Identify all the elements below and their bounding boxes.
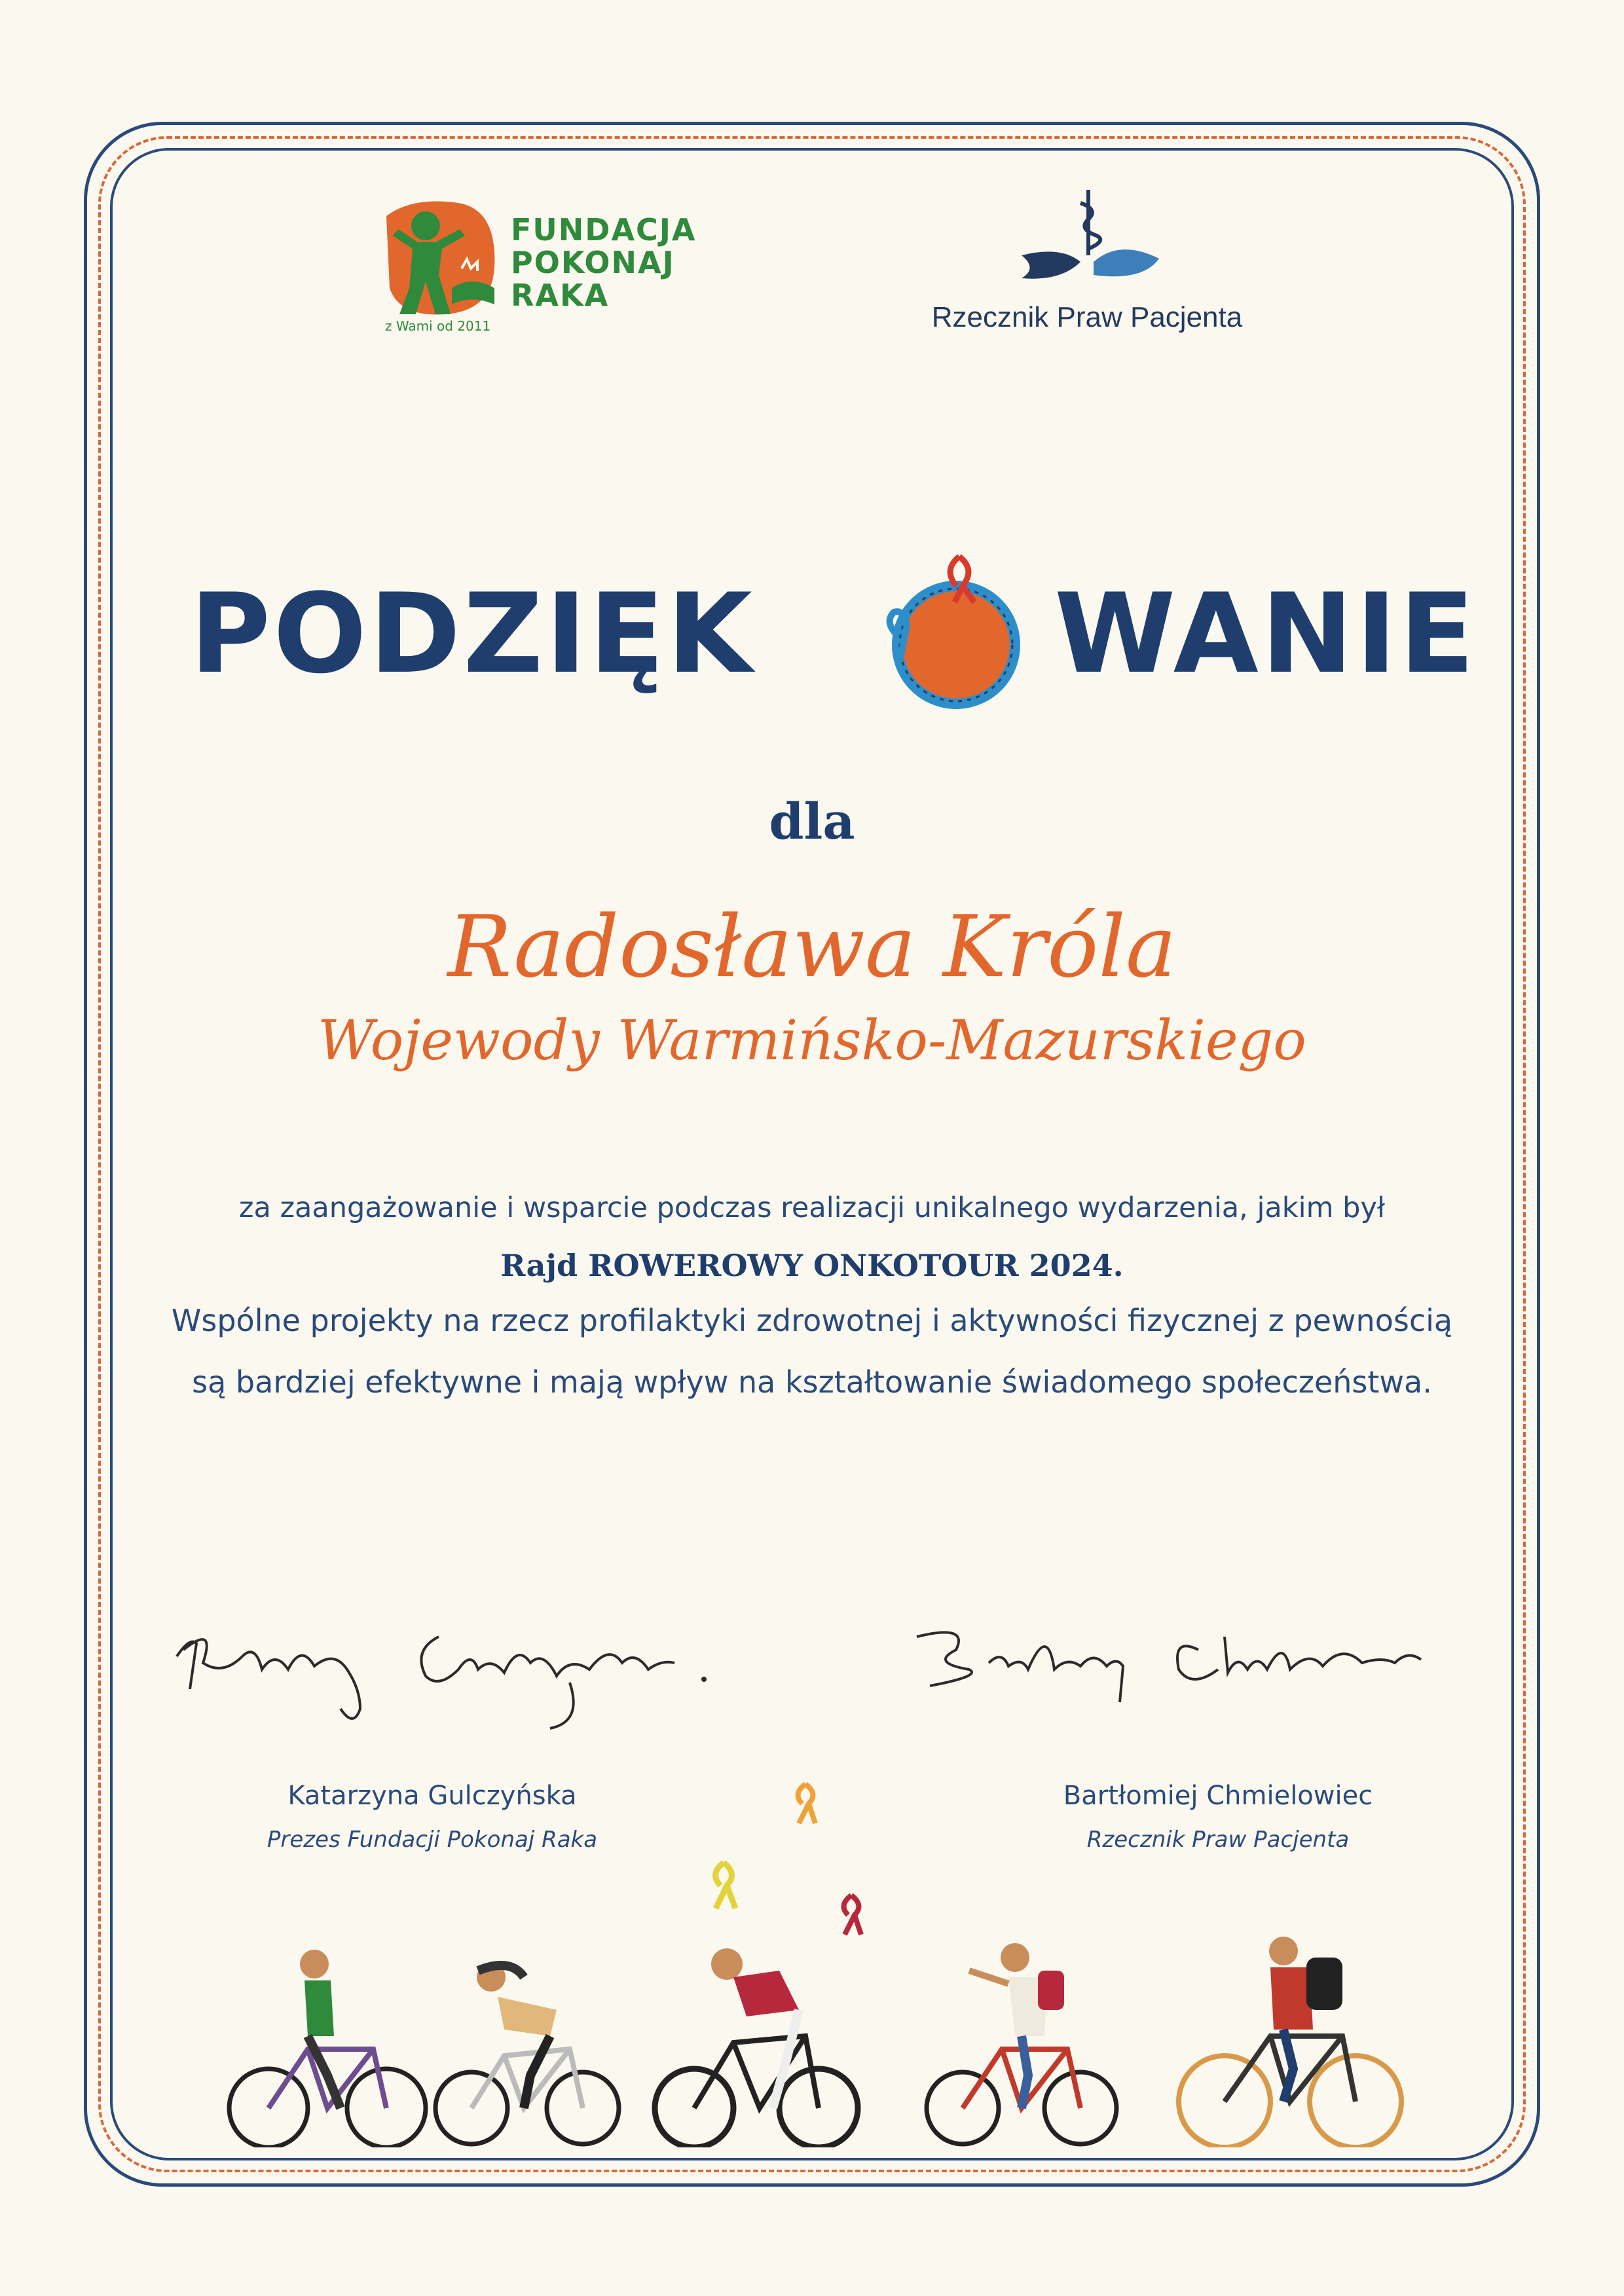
signatory-1-role: Prezes Fundacji Pokonaj Raka — [267, 1827, 598, 1853]
dla-label: dla — [769, 792, 855, 850]
cyclist-1 — [229, 1950, 426, 2147]
cyclists-illustration — [196, 1918, 1441, 2147]
body-line-3: Wspólne projekty na rzecz profilaktyki zdrowotnej i aktywności fizycznej z pewnością — [171, 1303, 1453, 1338]
certificate-inner-border — [110, 148, 1514, 2160]
title-right-part: WANIE — [1054, 570, 1477, 698]
foundation-tagline: z Wami od 2011 — [385, 318, 491, 334]
foundation-figure-logo-icon — [373, 190, 504, 321]
signature-gulczynska — [164, 1597, 753, 1741]
foundation-name-line3: RAKA — [511, 278, 610, 313]
body-line-1: za zaangażowanie i wsparcie podczas realizacji unikalnego wydarzenia, jakim był — [238, 1192, 1386, 1224]
foundation-logo — [373, 190, 740, 347]
ombudsman-label: Rzecznik Praw Pacjenta — [931, 301, 1243, 333]
signature-chmielowiec — [891, 1597, 1480, 1728]
certificate-title — [190, 511, 1477, 707]
signatory-2-role: Rzecznik Praw Pacjenta — [1086, 1827, 1350, 1853]
recipient-name: Radosława Króla — [447, 897, 1177, 996]
orange-ribbon-icon — [789, 1781, 822, 1827]
signatory-1-name: Katarzyna Gulczyńska — [287, 1781, 577, 1811]
foundation-name-line1: FUNDACJA — [511, 212, 697, 247]
orange-ring-ribbon-icon — [871, 550, 1041, 723]
foundation-name — [511, 213, 697, 312]
caduceus-hands-logo-icon — [917, 183, 1257, 295]
cyclist-2 — [435, 1963, 619, 2144]
body-line-4: są bardziej efektywne i mają wpływ na kształtowanie świadomego społeczeństwa. — [192, 1364, 1432, 1400]
yellow-ribbon-icon — [704, 1859, 743, 1912]
event-name: Rajd ROWEROWY ONKOTOUR 2024. — [500, 1248, 1124, 1283]
cyclist-4 — [927, 1943, 1116, 2144]
recipient-role: Wojewody Warmińsko-Mazurskiego — [318, 1008, 1306, 1072]
title-left-part: PODZIĘK — [190, 570, 755, 698]
cyclist-3 — [655, 1948, 858, 2147]
signatory-2-name: Bartłomiej Chmielowiec — [1063, 1781, 1373, 1811]
ombudsman-logo — [917, 183, 1257, 347]
cyclist-5 — [1179, 1937, 1401, 2147]
foundation-name-line2: POKONAJ — [511, 245, 675, 280]
